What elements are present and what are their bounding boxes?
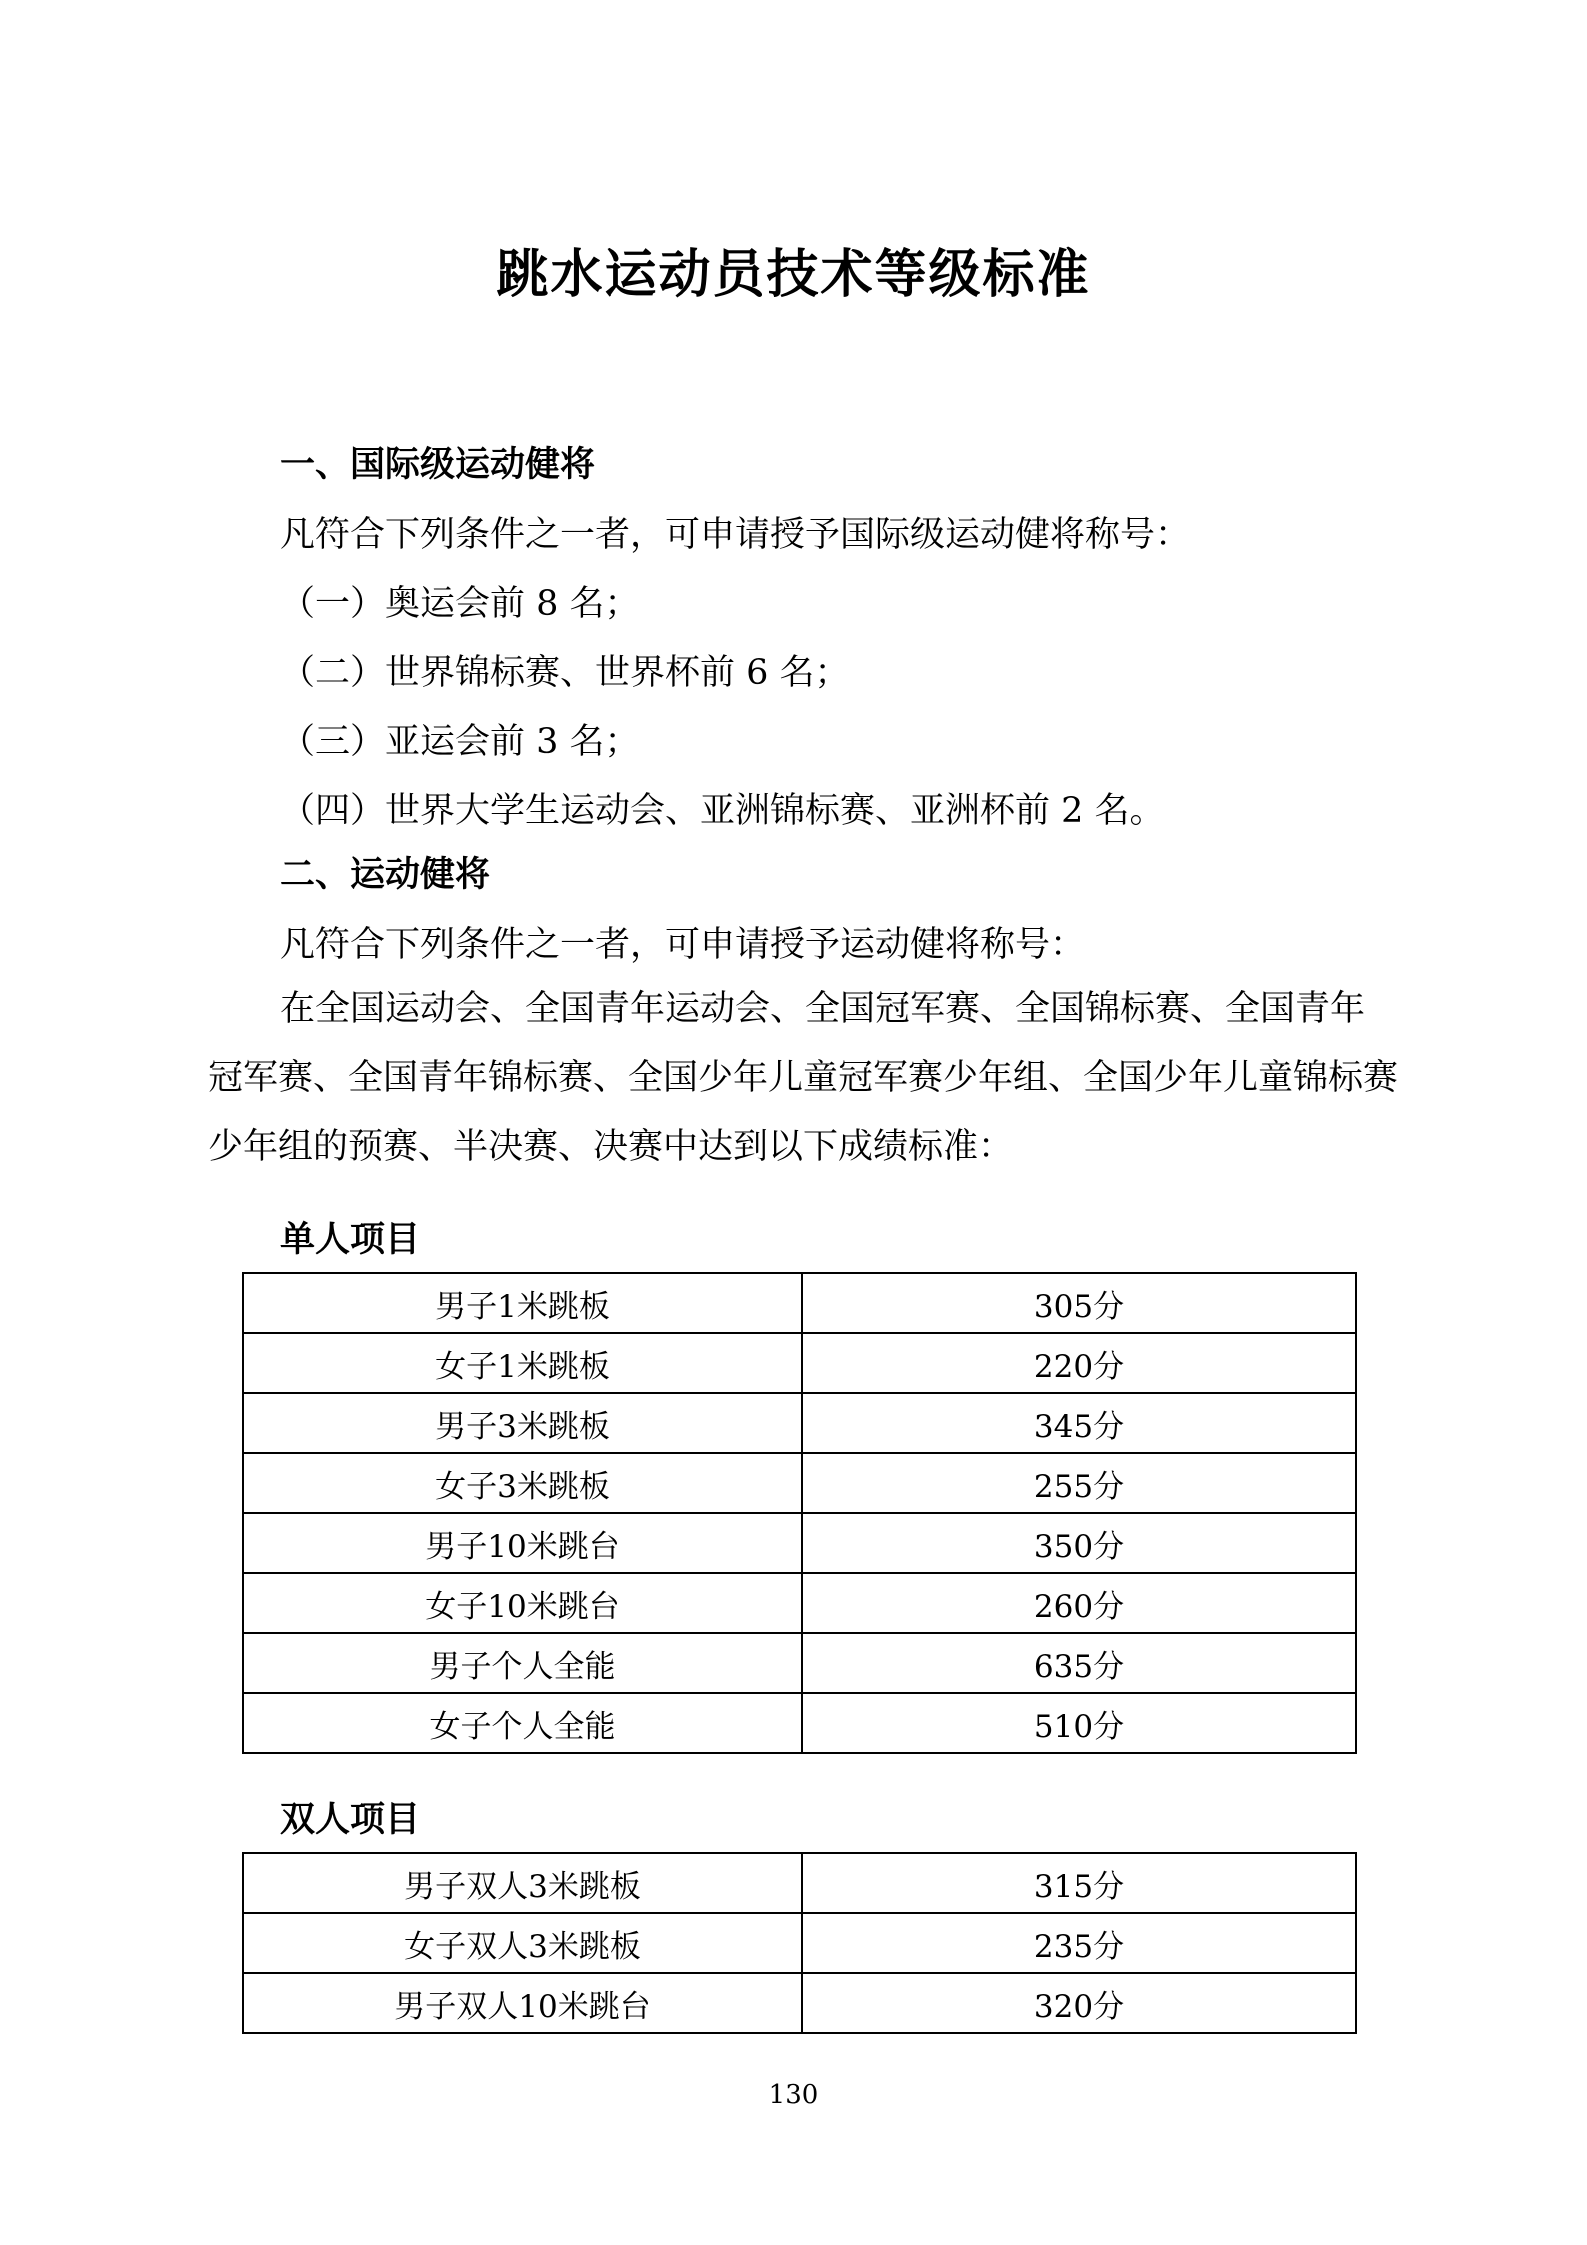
table-heading-singles: 单人项目 (280, 1220, 421, 1260)
event-cell: 女子10米跳台 (243, 1573, 802, 1633)
score-cell: 320分 (802, 1973, 1356, 2033)
event-cell: 男子双人10米跳台 (243, 1973, 802, 2033)
table-heading-doubles: 双人项目 (280, 1800, 421, 1840)
table-row (243, 1633, 1356, 1693)
section-body-paragraph: 在全国运动会、全国青年运动会、全国冠军赛、全国锦标赛、全国青年冠军赛、全国青年锦标赛、全国少年儿童冠军赛少年组、全国少年儿童锦标赛少年组的预赛、半决赛、决赛中达到以下成绩标准： (208, 989, 1399, 1167)
criteria-item: （四）世界大学生运动会、亚洲锦标赛、亚洲杯前 2 名。 (280, 791, 1165, 831)
event-cell: 女子个人全能 (243, 1693, 802, 1753)
event-cell: 男子双人3米跳板 (243, 1853, 802, 1913)
table-row (243, 1853, 1356, 1913)
score-cell: 255分 (802, 1453, 1356, 1513)
criteria-item: （一）奥运会前 8 名； (280, 584, 640, 624)
event-cell: 男子3米跳板 (243, 1393, 802, 1453)
score-cell: 350分 (802, 1513, 1356, 1573)
event-cell: 女子双人3米跳板 (243, 1913, 802, 1973)
page-title: 跳水运动员技术等级标准 (496, 245, 1091, 305)
event-cell: 女子1米跳板 (243, 1333, 802, 1393)
table-row (243, 1973, 1356, 2033)
event-cell: 男子1米跳板 (243, 1273, 802, 1333)
table-row (243, 1513, 1356, 1573)
table-row (243, 1913, 1356, 1973)
score-cell: 345分 (802, 1393, 1356, 1453)
criteria-item: （三）亚运会前 3 名； (280, 722, 640, 762)
event-cell: 男子个人全能 (243, 1633, 802, 1693)
doubles-score-table (242, 1852, 1357, 2034)
singles-score-table (242, 1272, 1357, 1754)
table-row (243, 1273, 1356, 1333)
table-row (243, 1453, 1356, 1513)
event-cell: 男子10米跳台 (243, 1513, 802, 1573)
event-cell: 女子3米跳板 (243, 1453, 802, 1513)
score-cell: 635分 (802, 1633, 1356, 1693)
criteria-item: （二）世界锦标赛、世界杯前 6 名； (280, 653, 850, 693)
section-intro: 凡符合下列条件之一者，可申请授予国际级运动健将称号： (280, 515, 1191, 555)
table-row (243, 1393, 1356, 1453)
score-cell: 315分 (802, 1853, 1356, 1913)
section-heading-master: 二、运动健将 (280, 855, 491, 895)
section-intro: 凡符合下列条件之一者，可申请授予运动健将称号： (280, 925, 1086, 965)
page-number: 130 (768, 2080, 819, 2110)
table-row (243, 1693, 1356, 1753)
table-row (243, 1333, 1356, 1393)
section-heading-international-master: 一、国际级运动健将 (280, 445, 596, 485)
score-cell: 260分 (802, 1573, 1356, 1633)
score-cell: 235分 (802, 1913, 1356, 1973)
score-cell: 510分 (802, 1693, 1356, 1753)
table-row (243, 1573, 1356, 1633)
score-cell: 220分 (802, 1333, 1356, 1393)
score-cell: 305分 (802, 1273, 1356, 1333)
